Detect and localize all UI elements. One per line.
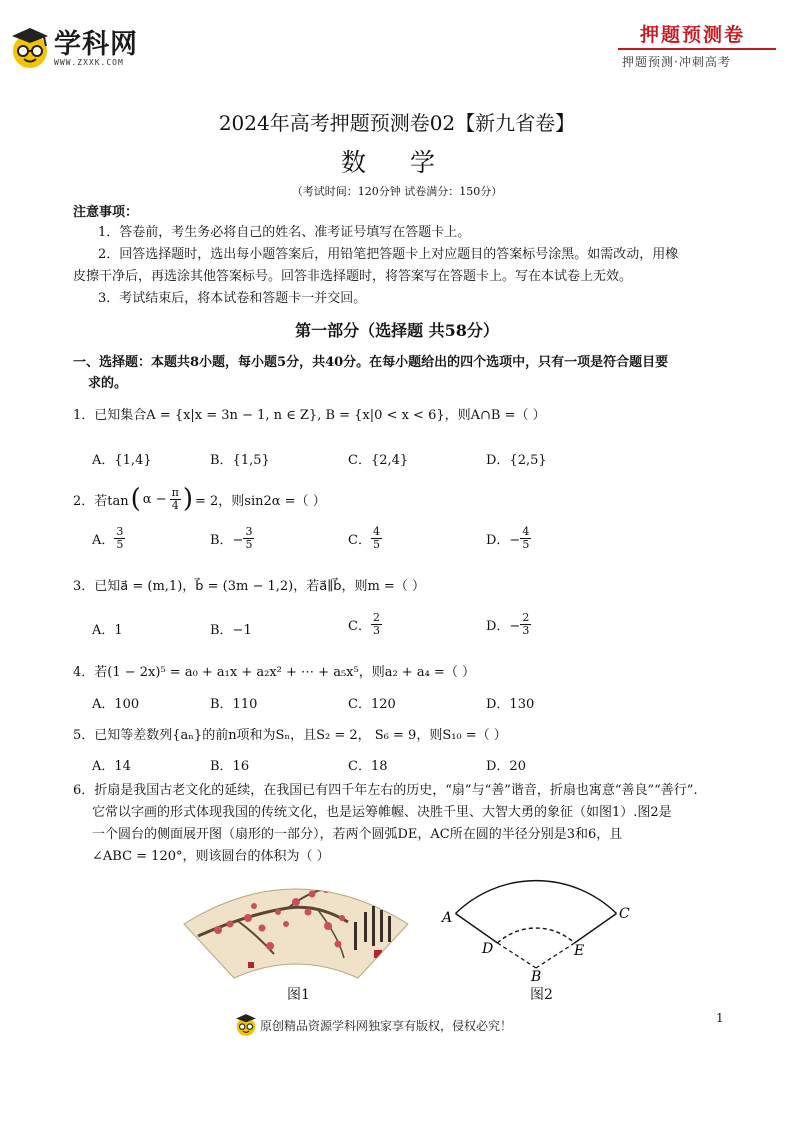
q2-opt-b-frac bbox=[243, 526, 254, 551]
q2-opt-a-den: 5 bbox=[116, 538, 124, 551]
q1-stem: 1．已知集合A = {x|x = 3n − 1, n ∈ Z}, B = {x|0 < x < 6}，则A∩B =（ ） bbox=[73, 408, 546, 423]
annular-sector-diagram bbox=[436, 855, 646, 985]
notes-item: 2．回答选择题时，选出每小题答案后，用铅笔把答题卡上对应题目的答案标号涂黑。如需改动，用橡 bbox=[98, 247, 679, 262]
notes-heading: 注意事项： bbox=[73, 205, 139, 220]
q6-line: 它常以字画的形式体现我国的传统文化，也是运筹帷幄、决胜千里、大智大勇的象征（如图1）.图2是 bbox=[92, 805, 672, 820]
q2-alpha: α − bbox=[142, 491, 167, 507]
q2-fraction bbox=[170, 487, 181, 512]
q2-opt-a-label: A． bbox=[92, 533, 115, 548]
part1-instruction: 一、选择题：本题共8小题，每小题5分，共40分。在每小题给出的四个选项中，只有一项是符合题目要 bbox=[73, 355, 669, 370]
q3-stem: 3．已知a⃗ = (m,1)，b⃗ = (3m − 1,2)，若a⃗∥b⃗，则m =（ ） bbox=[73, 579, 425, 594]
label-point-d: D bbox=[482, 941, 494, 957]
q2-opt-b-den: 5 bbox=[245, 538, 253, 551]
logo-text: 学科网 bbox=[54, 29, 138, 60]
q2-opt-c-num: 4 bbox=[372, 525, 380, 538]
notes-item: 3．考试结束后，将本试卷和答题卡一并交回。 bbox=[98, 291, 367, 306]
q4-option-a: A．100 bbox=[92, 697, 140, 712]
exam-info: （考试时间：120分钟 试卷满分：150分） bbox=[291, 185, 503, 198]
q3-opt-d-den: 3 bbox=[522, 624, 530, 637]
q2-opt-d-den: 5 bbox=[522, 538, 530, 551]
q3-opt-d-num: 2 bbox=[522, 611, 530, 624]
q2-paren-open: ( bbox=[130, 484, 141, 514]
logo-mascot-icon bbox=[8, 26, 52, 70]
q4-stem: 4．若(1 − 2x)⁵ = a₀ + a₁x + a₂x² + ⋯ + a₅x⁵，则a₂ + a₄ =（ ） bbox=[73, 665, 475, 680]
part1-title: 第一部分（选择题 共58分） bbox=[295, 321, 499, 340]
q3-opt-c-num: 2 bbox=[372, 611, 380, 624]
q2-option-d bbox=[486, 526, 531, 551]
q6-line: 一个圆台的侧面展开图（扇形的一部分），若两个圆弧DE，AC所在圆的半径分别是3和6，且 bbox=[92, 827, 623, 842]
site-logo[interactable] bbox=[8, 22, 178, 70]
q2-opt-c-label: C． bbox=[348, 533, 371, 548]
q3-option-a: A．1 bbox=[92, 623, 123, 638]
label-point-e: E bbox=[574, 943, 585, 959]
subject-title: 数 学 bbox=[341, 148, 453, 177]
q3-option-d bbox=[486, 612, 531, 637]
q2-suffix: = 2，则sin2α =（ ） bbox=[194, 493, 326, 509]
q2-stem bbox=[73, 484, 326, 514]
q3-opt-c-den: 3 bbox=[372, 624, 380, 637]
fig2-caption: 图2 bbox=[530, 987, 553, 1003]
label-point-b: B bbox=[531, 969, 542, 985]
notes-item: 1．答卷前，考生务必将自己的姓名、准考证号填写在答题卡上。 bbox=[98, 225, 471, 240]
brand-subtitle: 押题预测·冲刺高考 bbox=[622, 55, 731, 69]
q2-opt-c-den: 5 bbox=[372, 538, 380, 551]
q5-option-a: A．14 bbox=[92, 759, 131, 774]
q2-opt-c-frac bbox=[371, 526, 382, 551]
q2-option-c bbox=[348, 526, 382, 551]
q2-opt-a-num: 3 bbox=[116, 525, 124, 538]
q2-opt-a-frac bbox=[114, 526, 125, 551]
q3-opt-d-label: D．− bbox=[486, 619, 521, 634]
q1-option-a: A．{1,4} bbox=[92, 453, 152, 468]
q2-option-a bbox=[92, 526, 125, 551]
q4-option-c: C．120 bbox=[348, 697, 396, 712]
q2-opt-b-num: 3 bbox=[245, 525, 253, 538]
q3-option-b: B．−1 bbox=[210, 623, 252, 638]
fan-painting-image bbox=[178, 866, 414, 982]
q6-line: ∠ABC = 120°，则该圆台的体积为（ ） bbox=[92, 849, 330, 864]
q2-opt-d-frac bbox=[520, 526, 531, 551]
q5-stem: 5．已知等差数列{aₙ}的前n项和为Sₙ，且S₂ = 2， S₆ = 9，则S₁₀ =（ ） bbox=[73, 728, 507, 743]
q2-paren-close: ) bbox=[182, 484, 193, 514]
page-title: 2024年高考押题预测卷02【新九省卷】 bbox=[218, 111, 576, 135]
q5-option-d: D．20 bbox=[486, 759, 526, 774]
q5-option-b: B．16 bbox=[210, 759, 250, 774]
notes-item: 皮擦干净后，再选涂其他答案标号。回答非选择题时，将答案写在答题卡上。写在本试卷上无效。 bbox=[73, 269, 633, 284]
brand-underline bbox=[618, 48, 776, 50]
q3-option-c bbox=[348, 612, 382, 637]
q1-option-c: C．{2,4} bbox=[348, 453, 409, 468]
footer-copyright: 原创精品资源学科网独家享有版权，侵权必究！ bbox=[260, 1019, 513, 1033]
q5-option-c: C．18 bbox=[348, 759, 388, 774]
q3-opt-c-label: C． bbox=[348, 619, 371, 634]
q2-opt-d-num: 4 bbox=[522, 525, 530, 538]
q1-option-d: D．{2,5} bbox=[486, 453, 547, 468]
q1-option-b: B．{1,5} bbox=[210, 453, 270, 468]
fig1-caption: 图1 bbox=[287, 987, 310, 1003]
q2-opt-d-label: D．− bbox=[486, 533, 521, 548]
part1-instruction-cont: 求的。 bbox=[88, 376, 128, 391]
brand-title: 押题预测卷 bbox=[640, 24, 746, 46]
logo-url: WWW.ZXXK.COM bbox=[54, 58, 124, 67]
q2-frac-den: 4 bbox=[171, 498, 179, 512]
q3-opt-d-frac bbox=[520, 612, 531, 637]
q4-option-b: B．110 bbox=[210, 697, 258, 712]
q4-option-d: D．130 bbox=[486, 697, 535, 712]
page-number: 1 bbox=[716, 1011, 724, 1025]
q6-line: 6．折扇是我国古老文化的延续，在我国已有四千年左右的历史，“扇”与“善”谐音，折扇也寓意“善良”“善行”. bbox=[73, 783, 698, 798]
q3-opt-c-frac bbox=[371, 612, 382, 637]
q2-option-b bbox=[210, 526, 254, 551]
q2-prefix: 2．若tan bbox=[73, 493, 129, 509]
q2-frac-num: π bbox=[171, 485, 179, 499]
footer-mascot-icon bbox=[234, 1013, 258, 1037]
label-point-c: C bbox=[619, 906, 630, 922]
label-point-a: A bbox=[442, 910, 453, 926]
q2-opt-b-label: B．− bbox=[210, 533, 244, 548]
